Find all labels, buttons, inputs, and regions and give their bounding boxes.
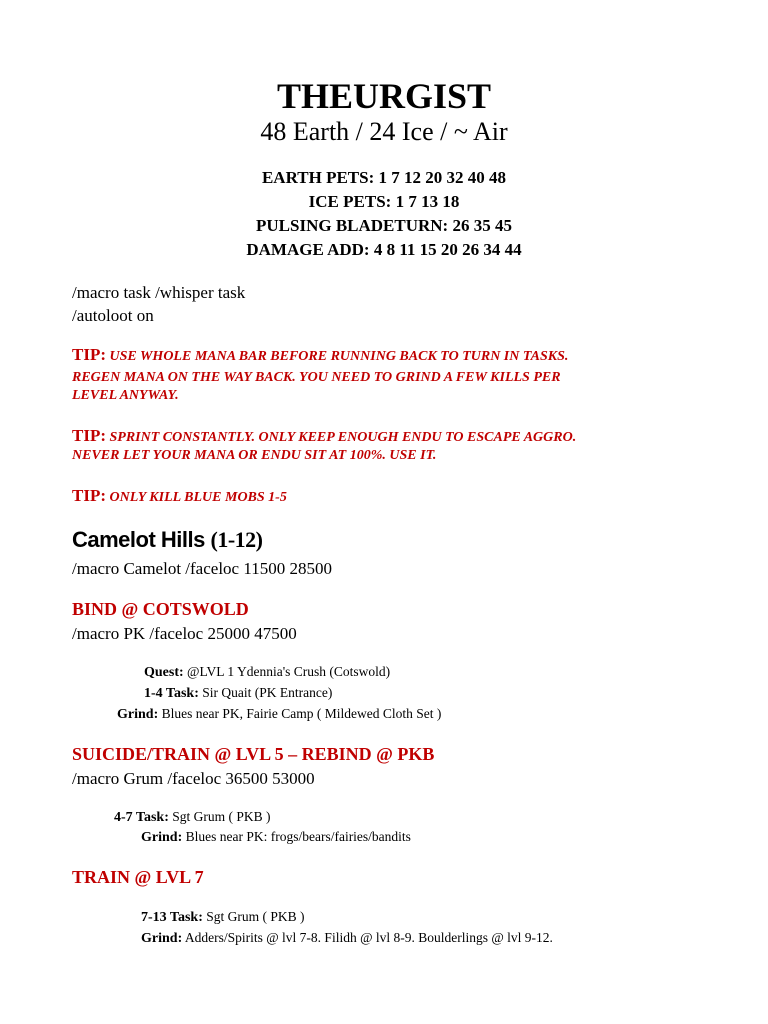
task-entry bbox=[114, 807, 271, 828]
section-heading: TRAIN @ LVL 7 bbox=[72, 867, 204, 887]
task-text: Sgt Grum ( PKB ) bbox=[172, 809, 271, 824]
task-text: Blues near PK, Fairie Camp ( Mildewed Cloth Set ) bbox=[161, 706, 442, 721]
macro-line: /macro task /whisper task bbox=[72, 283, 246, 302]
zone-name: Camelot Hills bbox=[72, 527, 205, 552]
tip-block bbox=[72, 486, 287, 507]
task-label: Grind: bbox=[141, 931, 183, 946]
task-entry bbox=[144, 662, 390, 683]
page-title: THEURGIST bbox=[276, 76, 492, 116]
zone-macro: /macro Camelot /faceloc 11500 28500 bbox=[72, 559, 332, 578]
section-macro: /macro Grum /faceloc 36500 53000 bbox=[72, 769, 315, 788]
spell-line-ice-pets: ICE PETS: 1 7 13 18 bbox=[308, 192, 460, 211]
tip-text: LEVEL ANYWAY. bbox=[72, 388, 179, 403]
page-subtitle: 48 Earth / 24 Ice / ~ Air bbox=[260, 117, 508, 146]
macro-line: /autoloot on bbox=[72, 306, 154, 325]
tip-text: REGEN MANA ON THE WAY BACK. YOU NEED TO GRIND A FEW KILLS PER bbox=[72, 370, 561, 385]
tip-block bbox=[72, 426, 576, 447]
task-text: Sgt Grum ( PKB ) bbox=[206, 909, 305, 924]
task-entry bbox=[141, 907, 305, 928]
tip-text: ONLY KILL BLUE MOBS 1-5 bbox=[109, 490, 287, 505]
tip-label: TIP: bbox=[72, 345, 106, 364]
zone-range: (1-12) bbox=[210, 527, 263, 552]
spell-line-damage-add: DAMAGE ADD: 4 8 11 15 20 26 34 44 bbox=[246, 240, 522, 259]
task-entry bbox=[141, 827, 411, 848]
task-entry bbox=[144, 683, 332, 704]
tip-text: SPRINT CONSTANTLY. ONLY KEEP ENOUGH ENDU TO ESCAPE AGGRO. bbox=[109, 430, 577, 445]
task-text: @LVL 1 Ydennia's Crush (Cotswold) bbox=[187, 664, 391, 679]
task-text: Adders/Spirits @ lvl 7-8. Filidh @ lvl 8-9. Boulderlings @ lvl 9-12. bbox=[184, 930, 553, 945]
task-label: 7-13 Task: bbox=[141, 910, 203, 925]
task-label: 1-4 Task: bbox=[144, 686, 199, 701]
tip-text: USE WHOLE MANA BAR BEFORE RUNNING BACK TO TURN IN TASKS. bbox=[109, 349, 569, 364]
task-text: Sir Quait (PK Entrance) bbox=[202, 685, 333, 700]
task-label: Grind: bbox=[141, 830, 183, 845]
task-label: 4-7 Task: bbox=[114, 810, 169, 825]
task-text: Blues near PK: frogs/bears/fairies/bandits bbox=[185, 829, 411, 844]
task-label: Grind: bbox=[117, 707, 159, 722]
tip-label: TIP: bbox=[72, 426, 106, 445]
task-label: Quest: bbox=[144, 665, 184, 680]
tip-label: TIP: bbox=[72, 486, 106, 505]
zone-heading bbox=[72, 527, 262, 553]
section-macro: /macro PK /faceloc 25000 47500 bbox=[72, 624, 297, 643]
task-entry bbox=[141, 928, 553, 949]
task-entry bbox=[117, 704, 441, 725]
spell-line-earth-pets: EARTH PETS: 1 7 12 20 32 40 48 bbox=[261, 168, 507, 187]
tip-text: NEVER LET YOUR MANA OR ENDU SIT AT 100%. USE IT. bbox=[72, 448, 437, 463]
tip-block bbox=[72, 345, 568, 366]
section-heading: SUICIDE/TRAIN @ LVL 5 – REBIND @ PKB bbox=[72, 744, 435, 764]
spell-line-bladeturn: PULSING BLADETURN: 26 35 45 bbox=[256, 216, 512, 235]
section-heading: BIND @ COTSWOLD bbox=[72, 599, 249, 619]
